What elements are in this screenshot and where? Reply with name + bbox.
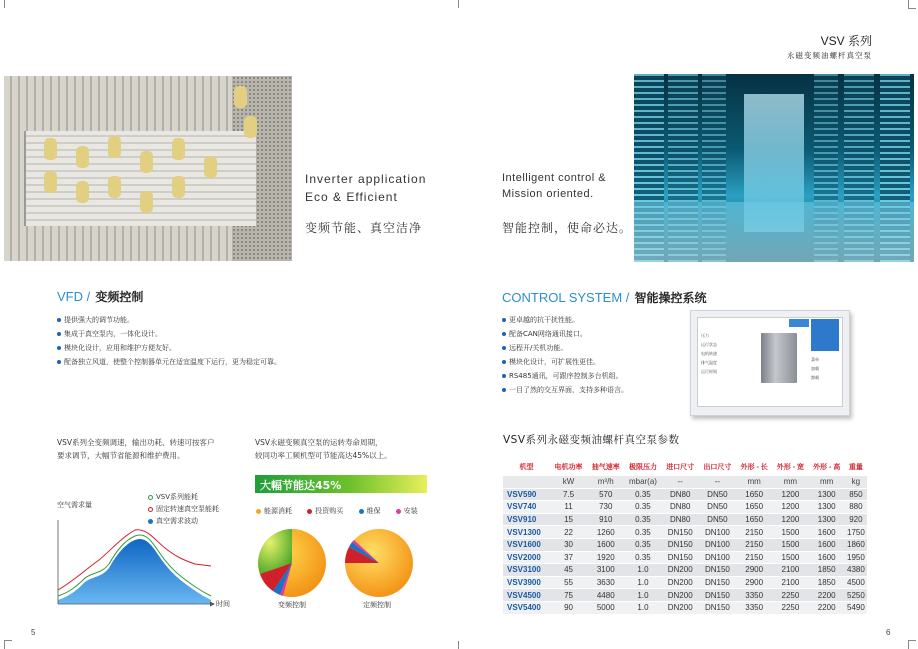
table-cell: 3350 (736, 589, 772, 602)
table-cell: 850 (845, 488, 867, 501)
table-cell: 4380 (845, 564, 867, 577)
chart-desc-line: VSV系列全变频调速，输出功耗、转速可按客户 (57, 438, 215, 447)
legend-item (396, 507, 418, 515)
table-cell: DN100 (699, 526, 736, 539)
control-heading (502, 287, 706, 306)
table-cell: DN200 (662, 576, 699, 589)
column-header: 重量 (848, 463, 863, 471)
chart-xlabel: 时间 (216, 600, 230, 608)
list-item: 更卓越的抗干扰性能。 (502, 316, 628, 324)
model-cell: VSV4500 (503, 589, 550, 602)
column-header: 进口尺寸 (666, 463, 695, 471)
list-item: 提供强大的调节功能。 (57, 316, 281, 324)
saving-desc-line: VSV永磁变频真空泵的运转寿命周期， (255, 438, 383, 447)
table-header-row (503, 457, 867, 476)
table-cell: 1850 (809, 576, 845, 589)
screen-header-bar (789, 319, 809, 327)
dot-icon (307, 509, 312, 514)
table-cell: 5490 (845, 601, 867, 614)
intro-en-line2: Mission oriented. (502, 188, 594, 200)
table-cell: 1500 (772, 538, 808, 551)
table-cell: 1500 (772, 551, 808, 564)
table-cell: 2150 (736, 526, 772, 539)
crop-mark (908, 8, 916, 9)
axis-arrow-icon (210, 602, 215, 607)
table-cell: 0.35 (624, 538, 661, 551)
column-header: 外形 - 高 (813, 463, 841, 471)
legend-item (148, 503, 219, 515)
table-cell: DN200 (662, 589, 699, 602)
table-cell: 55 (550, 576, 587, 589)
screen-status-panel (701, 331, 741, 401)
unit-cell: kg (845, 476, 867, 488)
crop-mark (4, 640, 12, 641)
column-header: 电机功率 (554, 463, 583, 471)
table-cell: 0.35 (624, 526, 661, 539)
table-cell: 1920 (587, 551, 624, 564)
unit-cell: kW (550, 476, 587, 488)
energy-chart (55, 520, 235, 610)
table-row (503, 576, 867, 589)
table-cell: 1500 (772, 526, 808, 539)
table-cell: 3630 (587, 576, 624, 589)
screen-item: 电机转速 (701, 351, 717, 356)
table-cell: DN50 (699, 501, 736, 514)
column-header: 外形 - 宽 (776, 463, 805, 471)
table-row (503, 513, 867, 526)
crop-mark (908, 641, 909, 649)
table-cell: DN150 (699, 601, 736, 614)
table-cell: 1600 (809, 551, 845, 564)
screen-menu-button[interactable]: 菜单 (811, 357, 819, 362)
table-row (503, 601, 867, 614)
table-cell: 570 (587, 488, 624, 501)
crop-mark (908, 0, 909, 8)
table-cell: DN150 (662, 538, 699, 551)
legend-item (148, 491, 219, 503)
crop-mark (908, 640, 916, 641)
column-header: 出口尺寸 (703, 463, 732, 471)
table-cell: DN100 (699, 551, 736, 564)
unit-cell: mm (772, 476, 808, 488)
table-cell: 2900 (736, 564, 772, 577)
legend-label: 安装 (403, 507, 418, 515)
control-title-cn: 智能操控系统 (634, 291, 707, 305)
intro-en-line1: Intelligent control & (502, 172, 607, 184)
screen-item: 运行状态 (701, 342, 717, 347)
table-cell: 1650 (736, 513, 772, 526)
list-item: RS485通讯，可跟序控制多台机组。 (502, 372, 628, 380)
table-cell: 1200 (772, 488, 808, 501)
table-cell: 1300 (809, 513, 845, 526)
table-cell: DN150 (662, 526, 699, 539)
column-header: 外形 - 长 (740, 463, 768, 471)
list-item: 一目了然的交互界面，支持多种语言。 (502, 386, 628, 394)
table-cell: 2100 (772, 564, 808, 577)
ring-icon (148, 507, 153, 512)
table-cell: 5000 (587, 601, 624, 614)
table-cell: DN50 (699, 488, 736, 501)
screen-load-button[interactable]: 加载 (811, 366, 819, 371)
table-row (503, 589, 867, 602)
table-cell: 1.0 (624, 589, 661, 602)
model-cell: VSV590 (503, 488, 550, 501)
list-item: 远程开/关机功能。 (502, 344, 628, 352)
vfd-title-cn: 变频控制 (95, 290, 144, 304)
table-cell: 1850 (809, 564, 845, 577)
table-cell: 1200 (772, 501, 808, 514)
units-row (503, 476, 867, 488)
table-cell: 75 (550, 589, 587, 602)
crop-mark (4, 0, 5, 8)
table-cell: 1300 (809, 488, 845, 501)
table-cell: 7.5 (550, 488, 587, 501)
table-cell: 1300 (809, 501, 845, 514)
page-number-left: 5 (31, 628, 36, 637)
table-cell: 1750 (845, 526, 867, 539)
unit-cell: -- (662, 476, 699, 488)
table-cell: DN150 (662, 551, 699, 564)
control-bullets (502, 316, 628, 400)
vfd-heading (57, 286, 143, 305)
pie-fixed (343, 527, 415, 599)
unit-cell: mm (736, 476, 772, 488)
model-cell: VSV740 (503, 501, 550, 514)
table-row (503, 501, 867, 514)
controller-screen (690, 310, 850, 416)
table-cell: 30 (550, 538, 587, 551)
column-header: 极限压力 (628, 463, 657, 471)
table-cell: 0.35 (624, 501, 661, 514)
pie-vfd (256, 527, 328, 599)
table-cell: 1650 (736, 501, 772, 514)
pie-vfd-label: 变频控制 (278, 601, 306, 609)
screen-item: 压力 (701, 333, 709, 338)
table-cell: DN80 (662, 488, 699, 501)
model-cell: VSV2000 (503, 551, 550, 564)
intro-cn: 变频节能、真空洁净 (305, 221, 423, 235)
dot-icon (359, 509, 364, 514)
table-cell: 4480 (587, 589, 624, 602)
legend-label: 真空需求波动 (156, 517, 198, 525)
table-cell: 1600 (587, 538, 624, 551)
list-item: 模块化设计，可扩展性更佳。 (502, 358, 628, 366)
table-cell: 11 (550, 501, 587, 514)
table-cell: DN80 (662, 501, 699, 514)
dot-icon (256, 509, 261, 514)
legend-label: VSV系列能耗 (156, 493, 199, 501)
table-cell: 2250 (772, 601, 808, 614)
legend-item (256, 507, 292, 515)
unit-cell: -- (699, 476, 736, 488)
page-number-right: 6 (886, 628, 891, 637)
column-header: 抽气速率 (591, 463, 620, 471)
ring-icon (148, 495, 153, 500)
unit-cell: mm (809, 476, 845, 488)
table-cell: DN50 (699, 513, 736, 526)
pump-image (761, 333, 797, 383)
table-cell: 1.0 (624, 564, 661, 577)
table-cell: 45 (550, 564, 587, 577)
table-cell: 37 (550, 551, 587, 564)
table-row (503, 538, 867, 551)
table-cell: 2150 (736, 538, 772, 551)
screen-side-panel (811, 319, 839, 351)
table-cell: 2150 (736, 551, 772, 564)
screen-buttons (811, 355, 839, 382)
table-cell: 2900 (736, 576, 772, 589)
model-cell: VSV910 (503, 513, 550, 526)
table-cell: DN200 (662, 601, 699, 614)
table-cell: 880 (845, 501, 867, 514)
legend-item (359, 507, 381, 515)
intro-en-line1: Inverter application (305, 172, 427, 186)
list-item: 配备独立风道，使整个控制器单元在适宜温度下运行，更为稳定可靠。 (57, 358, 281, 366)
table-cell: 3350 (736, 601, 772, 614)
factory-photo (4, 76, 292, 261)
table-cell: 1600 (809, 538, 845, 551)
intro-en-line2: Eco & Efficient (305, 190, 398, 204)
table-cell: 920 (845, 513, 867, 526)
demand-area (58, 539, 211, 604)
table-cell: 2200 (809, 589, 845, 602)
unit-cell: mbar(a) (624, 476, 661, 488)
table-cell: 1.0 (624, 601, 661, 614)
table-cell: DN100 (699, 538, 736, 551)
table-cell: 1860 (845, 538, 867, 551)
saving-legend (256, 498, 418, 517)
table-row (503, 551, 867, 564)
saving-banner (255, 475, 427, 493)
spec-table (503, 457, 867, 615)
table-cell: 4500 (845, 576, 867, 589)
screen-item: 排气温度 (701, 360, 717, 365)
crop-mark (458, 641, 459, 649)
table-row (503, 488, 867, 501)
control-title-en: CONTROL SYSTEM / (502, 290, 630, 305)
table-cell: 90 (550, 601, 587, 614)
table-cell: 1260 (587, 526, 624, 539)
saving-banner-text: 大幅节能达45% (260, 479, 342, 492)
model-cell: VSV1600 (503, 538, 550, 551)
table-title: VSV系列永磁变频油螺杆真空泵参数 (503, 434, 680, 446)
model-cell: VSV3100 (503, 564, 550, 577)
table-cell: 0.35 (624, 488, 661, 501)
table-cell: DN150 (699, 589, 736, 602)
dot-icon (396, 509, 401, 514)
table-cell: DN200 (662, 564, 699, 577)
table-cell: DN80 (662, 513, 699, 526)
table-cell: 2200 (809, 601, 845, 614)
vfd-title-en: VFD / (57, 289, 91, 304)
table-cell: 730 (587, 501, 624, 514)
screen-item: 运行时间 (701, 369, 717, 374)
legend-label: 投资购买 (315, 507, 344, 515)
table-row (503, 564, 867, 577)
saving-desc-line: 较同功率工频机型可节能高达45%以上。 (255, 451, 392, 460)
legend-label: 维保 (366, 507, 381, 515)
table-cell: 3100 (587, 564, 624, 577)
model-cell: VSV1300 (503, 526, 550, 539)
table-cell: 1600 (809, 526, 845, 539)
list-item: 集成于真空泵内，一体化设计。 (57, 330, 281, 338)
table-cell: 0.35 (624, 513, 661, 526)
legend-label: 能源消耗 (264, 507, 292, 515)
intro-cn: 智能控制，使命必达。 (502, 221, 633, 235)
table-cell: 0.35 (624, 551, 661, 564)
series-title: VSV 系列 (820, 34, 872, 48)
list-item: 模块化设计，应用和维护方便友好。 (57, 344, 281, 352)
chart-ylabel: 空气需求量 (57, 501, 92, 509)
table-cell: DN150 (699, 564, 736, 577)
column-header: 机型 (519, 463, 534, 471)
table-cell: 2250 (772, 589, 808, 602)
table-cell: 910 (587, 513, 624, 526)
saving-description (255, 436, 392, 462)
table-cell: 1650 (736, 488, 772, 501)
screen-unload-button[interactable]: 卸载 (811, 375, 819, 380)
legend-item (307, 507, 343, 515)
table-cell: 15 (550, 513, 587, 526)
table-cell: DN150 (699, 576, 736, 589)
series-subtitle: 永磁变频油螺杆真空泵 (787, 51, 872, 60)
list-item: 配备CAN网络通讯接口。 (502, 330, 628, 338)
chart-desc-line: 要求调节，大幅节省能源和维护费用。 (57, 451, 185, 460)
data-center-photo (634, 74, 914, 262)
table-cell: 1200 (772, 513, 808, 526)
crop-mark (4, 641, 5, 649)
table-cell: 1950 (845, 551, 867, 564)
unit-cell (503, 476, 550, 488)
vfd-bullets (57, 316, 281, 372)
table-cell: 2100 (772, 576, 808, 589)
legend-label: 固定转速真空泵能耗 (156, 505, 219, 513)
unit-cell: m³/h (587, 476, 624, 488)
pie-fixed-label: 定频控制 (363, 601, 391, 609)
model-cell: VSV3900 (503, 576, 550, 589)
model-cell: VSV5400 (503, 601, 550, 614)
table-cell: 1.0 (624, 576, 661, 589)
table-cell: 5250 (845, 589, 867, 602)
table-row (503, 526, 867, 539)
chart-description (57, 436, 215, 462)
table-cell: 22 (550, 526, 587, 539)
crop-mark (458, 0, 459, 8)
